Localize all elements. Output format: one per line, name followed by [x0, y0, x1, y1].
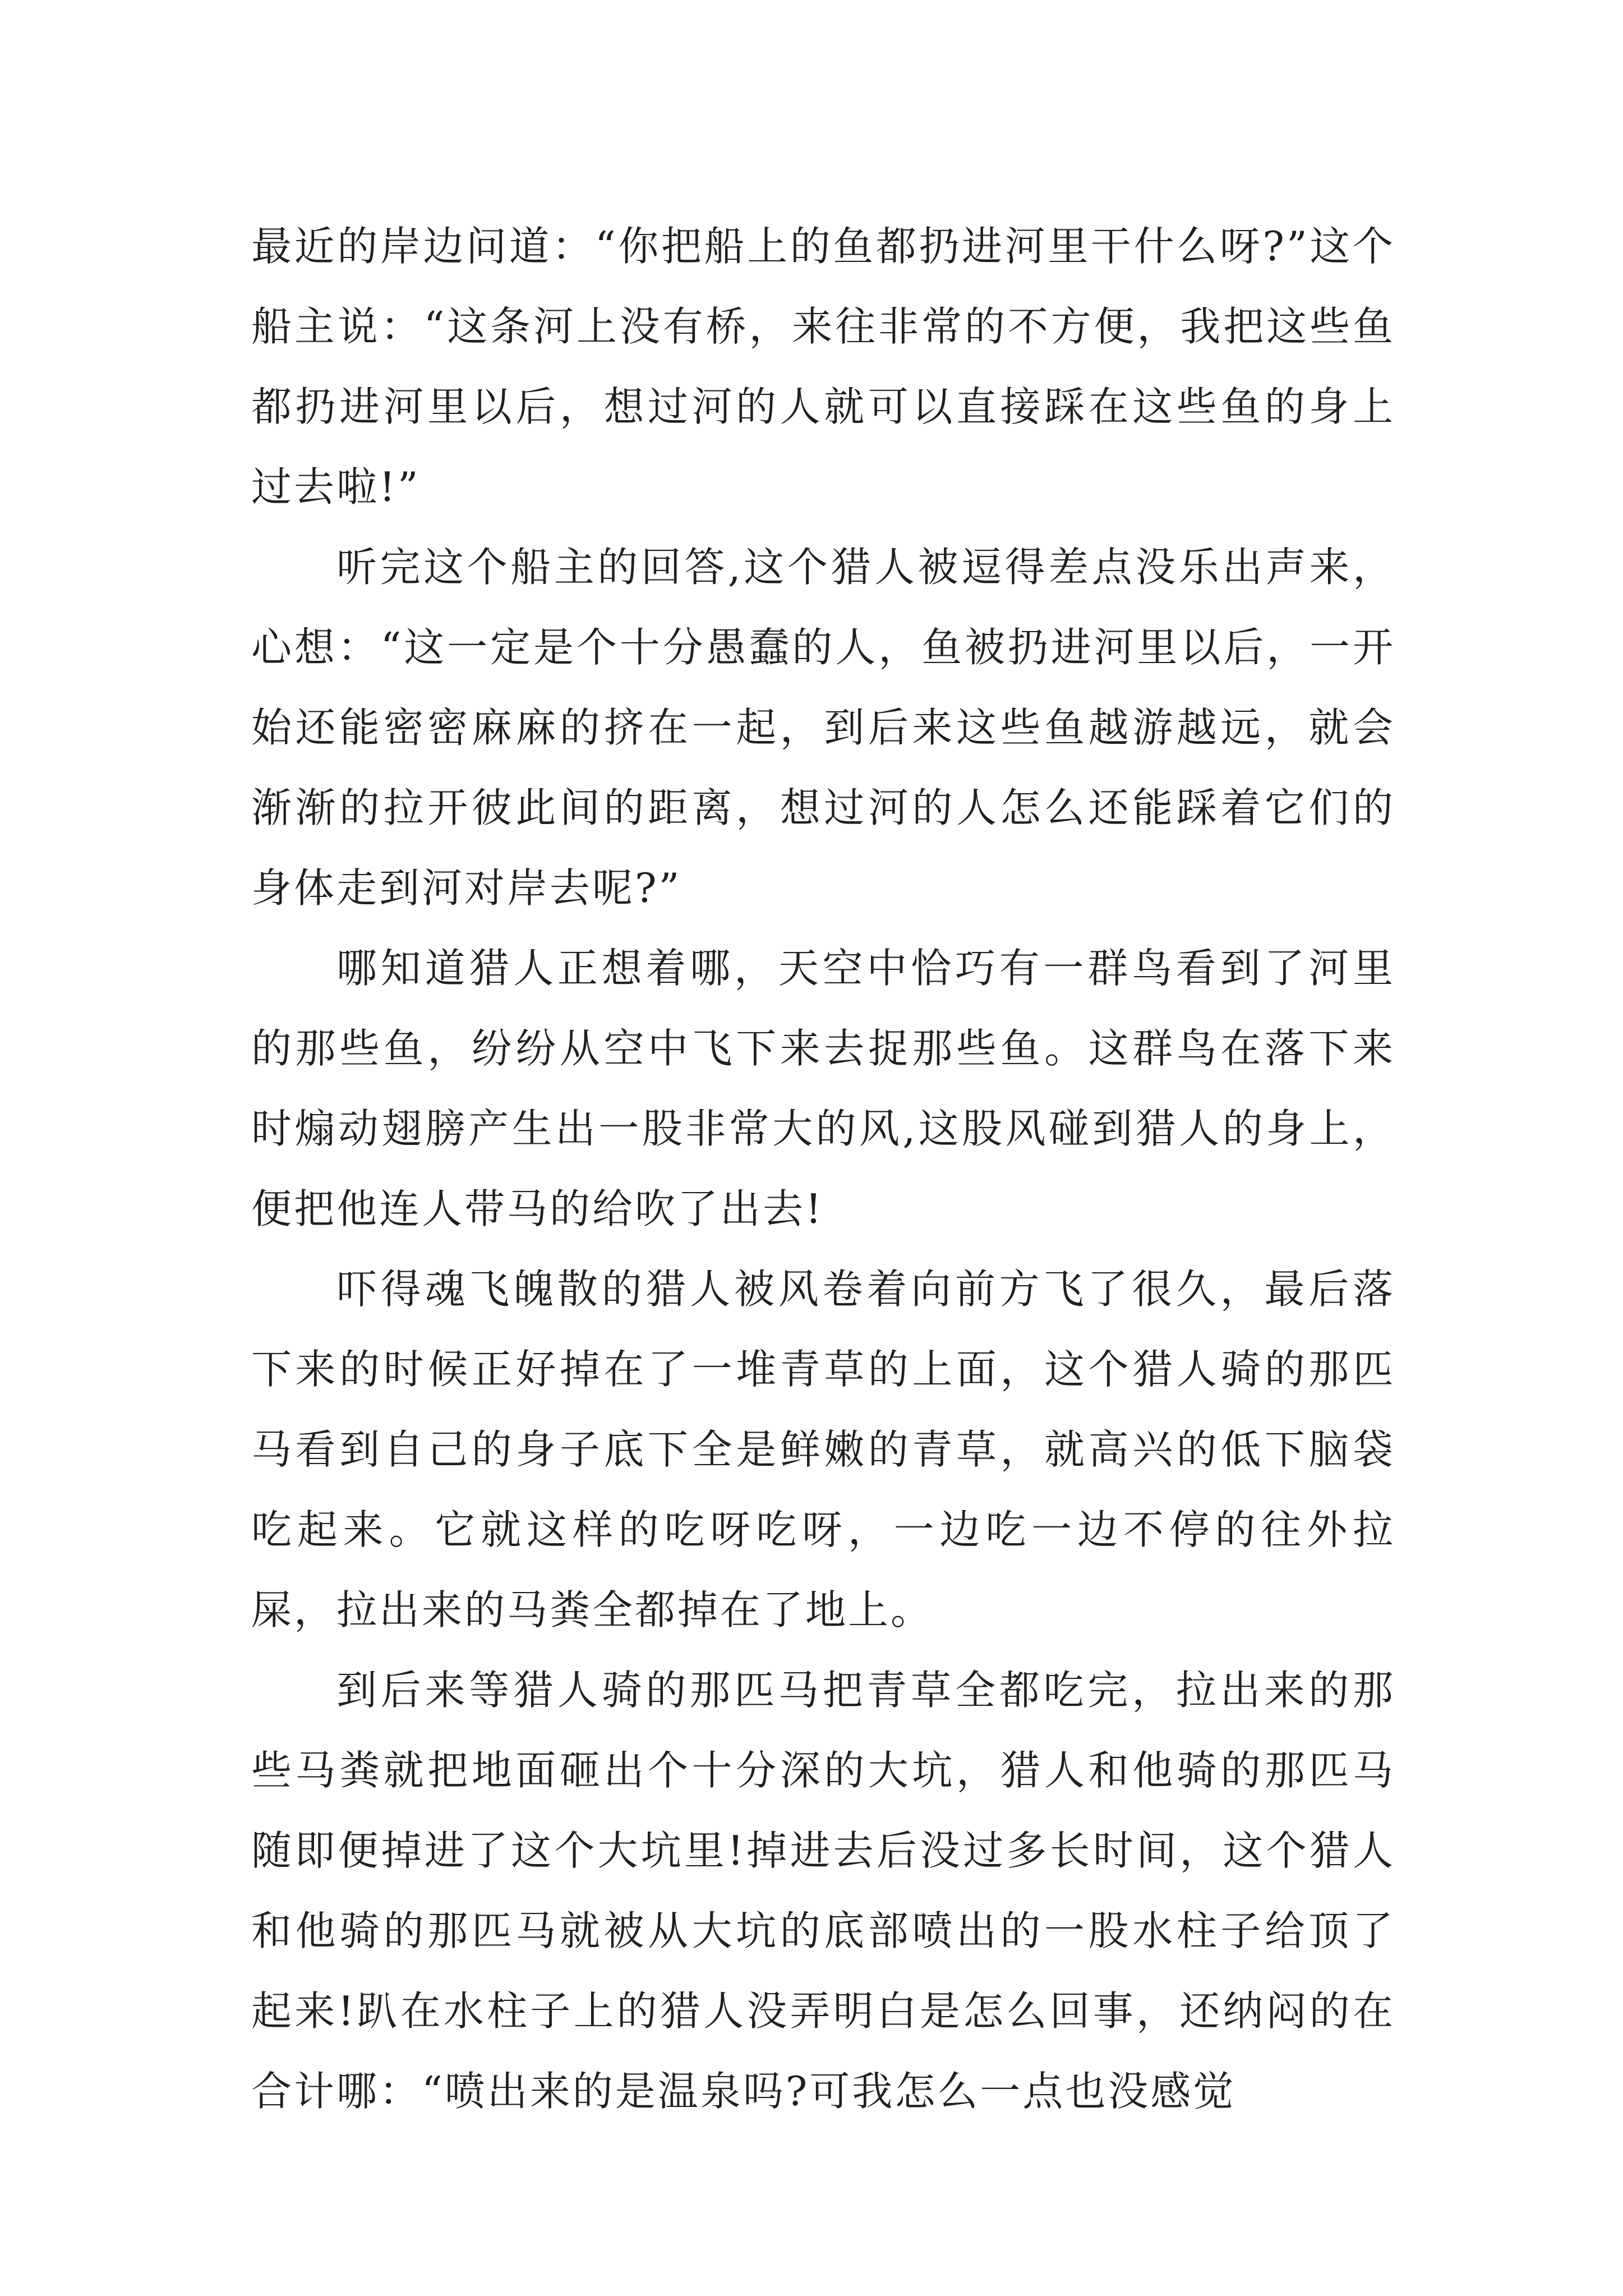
- paragraph-3: 哪知道猎人正想着哪，天空中恰巧有一群鸟看到了河里的那些鱼，纷纷从空中飞下来去捉那些鱼。这群鸟在落下来时煽动翅膀产生出一股非常大的风,这股风碰到猎人的身上，便把他连人带马的给吹了出去!: [251, 945, 1395, 1232]
- paragraph-4: 吓得魂飞魄散的猎人被风卷着向前方飞了很久，最后落下来的时候正好掉在了一堆青草的上面，这个猎人骑的那匹马看到自己的身子底下全是鲜嫩的青草，就高兴的低下脑袋吃起来。它就这样的吃呀吃呀，一边吃一边不停的往外拉屎，拉出来的马粪全都掉在了地上。: [251, 1266, 1395, 1634]
- paragraph-1: 最近的岸边问道：“你把船上的鱼都扔进河里干什么呀?”这个船主说：“这条河上没有桥，来往非常的不方便，我把这些鱼都扔进河里以后，想过河的人就可以直接踩在这些鱼的身上过去啦!”: [251, 223, 1395, 510]
- paragraph-5: 到后来等猎人骑的那匹马把青草全都吃完，拉出来的那些马粪就把地面砸出个十分深的大坑，猎人和他骑的那匹马随即便掉进了这个大坑里!掉进去后没过多长时间，这个猎人和他骑的那匹马就被从大坑的底部喷出的一股水柱子给顶了起来!趴在水柱子上的猎人没弄明白是怎么回事，还纳闷的在合计哪：“喷出来的是温泉吗?可我怎么一点也没感觉: [251, 1667, 1395, 2115]
- story-text: [251, 206, 1395, 2132]
- paragraph-2: 听完这个船主的回答,这个猎人被逗得差点没乐出声来，心想：“这一定是个十分愚蠢的人，鱼被扔进河里以后，一开始还能密密麻麻的挤在一起，到后来这些鱼越游越远，就会渐渐的拉开彼此间的距离，想过河的人怎么还能踩着它们的身体走到河对岸去呢?”: [251, 544, 1395, 912]
